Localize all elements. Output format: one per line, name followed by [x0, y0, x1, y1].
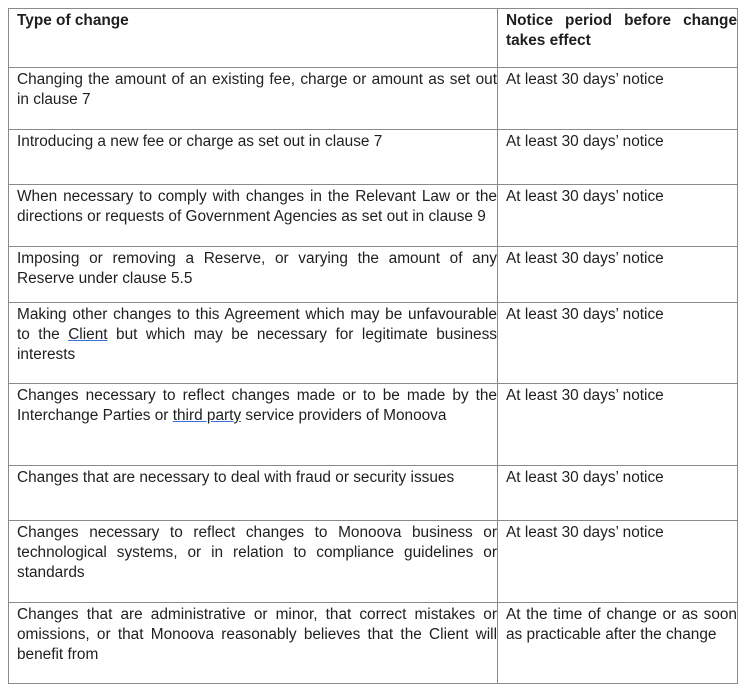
change-cell: Introducing a new fee or charge as set out in clause 7 [9, 130, 498, 185]
change-cell: Changes necessary to reflect changes to Monoova business or technological systems, or in relation to compliance guidelines or standards [9, 521, 498, 603]
table-row [9, 521, 738, 603]
change-cell: Changing the amount of an existing fee, charge or amount as set out in clause 7 [9, 68, 498, 130]
notice-cell: At least 30 days’ notice [498, 185, 738, 247]
header-notice-period: Notice period before change takes effect [498, 9, 738, 68]
notice-period-table [8, 8, 738, 684]
third-party-term-link: third party [172, 407, 242, 424]
notice-cell: At least 30 days’ notice [498, 247, 738, 303]
change-cell: Changes necessary to reflect changes made or to be made by the Interchange Parties or third party service providers of Monoova [9, 384, 498, 466]
notice-cell: At least 30 days’ notice [498, 521, 738, 603]
notice-cell: At least 30 days’ notice [498, 384, 738, 466]
change-cell: When necessary to comply with changes in the Relevant Law or the directions or requests of Government Agencies as set out in clause 9 [9, 185, 498, 247]
table-header-row [9, 9, 738, 68]
notice-cell: At the time of change or as soon as practicable after the change [498, 603, 738, 684]
notice-cell: At least 30 days’ notice [498, 303, 738, 384]
header-type-of-change: Type of change [9, 9, 498, 68]
table-row [9, 185, 738, 247]
notice-cell: At least 30 days’ notice [498, 466, 738, 521]
table-row [9, 247, 738, 303]
table-row [9, 303, 738, 384]
notice-cell: At least 30 days’ notice [498, 68, 738, 130]
change-cell: Changes that are necessary to deal with fraud or security issues [9, 466, 498, 521]
notice-cell: At least 30 days’ notice [498, 130, 738, 185]
change-cell: Changes that are administrative or minor, that correct mistakes or omissions, or that Monoova reasonably believes that the Client will benefit from [9, 603, 498, 684]
change-cell: Making other changes to this Agreement which may be unfavourable to the Client but which may be necessary for legitimate business interests [9, 303, 498, 384]
table-row [9, 466, 738, 521]
table-row [9, 603, 738, 684]
table-row [9, 130, 738, 185]
table-row [9, 384, 738, 466]
table-row [9, 68, 738, 130]
client-term-link: Client [68, 326, 108, 343]
change-cell: Imposing or removing a Reserve, or varying the amount of any Reserve under clause 5.5 [9, 247, 498, 303]
